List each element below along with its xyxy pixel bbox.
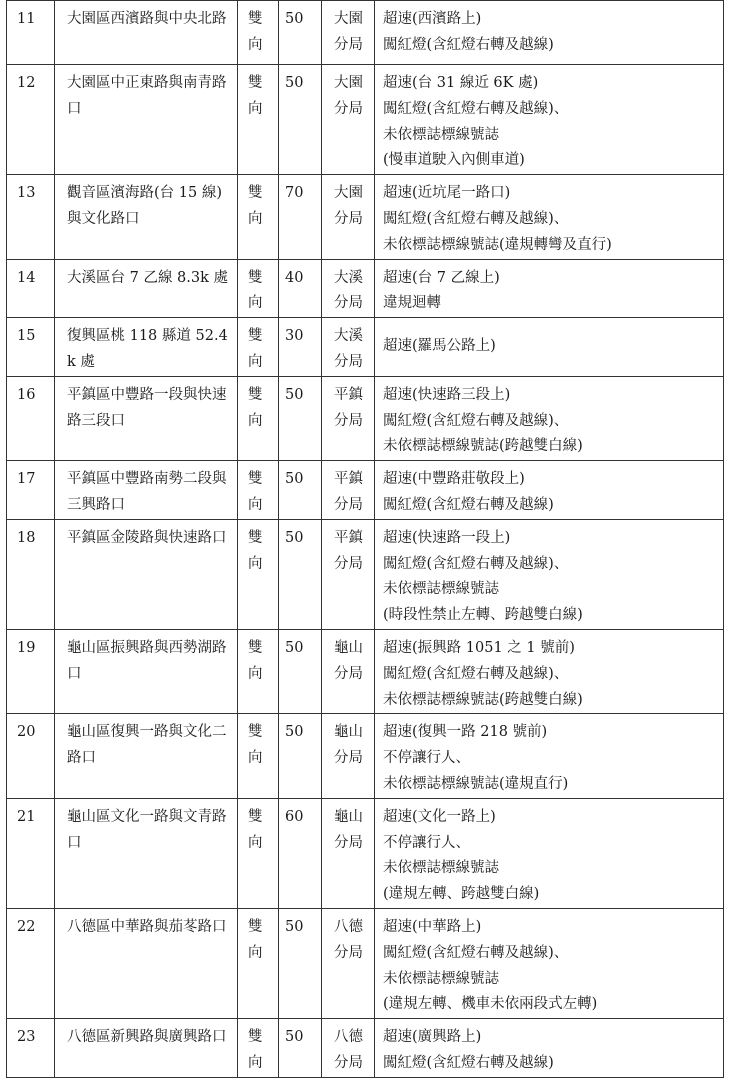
department-cell: 平鎮分局 bbox=[322, 376, 375, 460]
row-number-cell: 11 bbox=[7, 1, 55, 65]
violation-line: 超速(中華路上) bbox=[383, 918, 482, 935]
violations-cell bbox=[375, 714, 724, 798]
department-cell: 大園分局 bbox=[322, 1, 375, 65]
direction-cell: 雙向 bbox=[238, 259, 279, 318]
speed-limit-cell: 30 bbox=[279, 318, 322, 377]
violation-line: 未依標誌標線號誌 bbox=[383, 581, 499, 598]
table-row bbox=[7, 318, 724, 377]
table-row bbox=[7, 798, 724, 908]
direction-cell: 雙向 bbox=[238, 1, 279, 65]
violations-cell bbox=[375, 376, 724, 460]
department-cell: 平鎮分局 bbox=[322, 519, 375, 629]
violation-line: 超速(快速路一段上) bbox=[383, 529, 511, 546]
violations-cell bbox=[375, 629, 724, 713]
location-cell: 大園區西濱路與中央北路 bbox=[55, 1, 238, 65]
violation-line: 闖紅燈(含紅燈右轉及越線) bbox=[383, 1054, 554, 1071]
violation-line: (違規左轉、跨越雙白線) bbox=[383, 886, 540, 903]
violations-cell bbox=[375, 461, 724, 520]
row-number-cell: 15 bbox=[7, 318, 55, 377]
speed-limit-cell: 50 bbox=[279, 65, 322, 175]
violation-line: 未依標誌標線號誌(違規直行) bbox=[383, 775, 569, 792]
violations-cell bbox=[375, 519, 724, 629]
speed-limit-cell: 50 bbox=[279, 908, 322, 1018]
violation-line: 違規迴轉 bbox=[383, 295, 441, 312]
table-body bbox=[7, 1, 724, 1078]
location-cell: 大園區中正東路與南青路口 bbox=[55, 65, 238, 175]
direction-cell: 雙向 bbox=[238, 65, 279, 175]
speed-limit-cell: 50 bbox=[279, 1019, 322, 1078]
department-cell: 龜山分局 bbox=[322, 798, 375, 908]
table-row bbox=[7, 714, 724, 798]
violation-line: 超速(羅馬公路上) bbox=[383, 338, 496, 355]
location-cell: 平鎮區中豐路南勢二段與三興路口 bbox=[55, 461, 238, 520]
department-cell: 龜山分局 bbox=[322, 714, 375, 798]
violation-line: 闖紅燈(含紅燈右轉及越線)、 bbox=[383, 210, 569, 227]
speed-limit-cell: 50 bbox=[279, 714, 322, 798]
violation-line: 未依標誌標線號誌(違規轉彎及直行) bbox=[383, 236, 612, 253]
speed-limit-cell: 50 bbox=[279, 629, 322, 713]
direction-cell: 雙向 bbox=[238, 376, 279, 460]
violation-line: 未依標誌標線號誌 bbox=[383, 860, 499, 877]
violation-line: 未依標誌標線號誌(跨越雙白線) bbox=[383, 438, 583, 455]
department-cell: 大園分局 bbox=[322, 65, 375, 175]
violations-cell bbox=[375, 1019, 724, 1078]
table-row bbox=[7, 1, 724, 65]
location-cell: 大溪區台 7 乙線 8.3k 處 bbox=[55, 259, 238, 318]
row-number-cell: 14 bbox=[7, 259, 55, 318]
row-number-cell: 23 bbox=[7, 1019, 55, 1078]
speed-limit-cell: 70 bbox=[279, 175, 322, 259]
violations-cell bbox=[375, 798, 724, 908]
violation-line: 超速(振興路 1051 之 1 號前) bbox=[383, 639, 575, 656]
speed-limit-cell: 40 bbox=[279, 259, 322, 318]
location-cell: 龜山區振興路與西勢湖路口 bbox=[55, 629, 238, 713]
speed-limit-cell: 50 bbox=[279, 461, 322, 520]
violation-line: 超速(快速路三段上) bbox=[383, 386, 511, 403]
direction-cell: 雙向 bbox=[238, 519, 279, 629]
department-cell: 平鎮分局 bbox=[322, 461, 375, 520]
table-row bbox=[7, 461, 724, 520]
violation-line: 超速(台 31 線近 6K 處) bbox=[383, 75, 539, 91]
violation-line: 超速(近坑尾一路口) bbox=[383, 185, 511, 202]
table-row bbox=[7, 259, 724, 318]
row-number-cell: 22 bbox=[7, 908, 55, 1018]
table-row bbox=[7, 629, 724, 713]
row-number-cell: 13 bbox=[7, 175, 55, 259]
violation-line: 未依標誌標線號誌 bbox=[383, 970, 499, 987]
violation-line: (慢車道駛入內側車道) bbox=[383, 152, 525, 169]
violation-line: 超速(廣興路上) bbox=[383, 1029, 482, 1046]
location-cell: 龜山區文化一路與文青路口 bbox=[55, 798, 238, 908]
row-number-cell: 18 bbox=[7, 519, 55, 629]
violation-line: 闖紅燈(含紅燈右轉及越線)、 bbox=[383, 412, 569, 429]
violations-cell bbox=[375, 65, 724, 175]
department-cell: 八德分局 bbox=[322, 1019, 375, 1078]
violation-line: 闖紅燈(含紅燈右轉及越線) bbox=[383, 496, 554, 513]
violation-line: 未依標誌標線號誌 bbox=[383, 126, 499, 143]
table-row bbox=[7, 1019, 724, 1078]
row-number-cell: 16 bbox=[7, 376, 55, 460]
location-cell: 八德區中華路與茄苳路口 bbox=[55, 908, 238, 1018]
department-cell: 八德分局 bbox=[322, 908, 375, 1018]
direction-cell: 雙向 bbox=[238, 908, 279, 1018]
violation-line: 超速(文化一路上) bbox=[383, 808, 496, 825]
department-cell: 大溪分局 bbox=[322, 318, 375, 377]
row-number-cell: 12 bbox=[7, 65, 55, 175]
violation-line: 超速(復興一路 218 號前) bbox=[383, 724, 548, 741]
table-row bbox=[7, 519, 724, 629]
violation-line: 闖紅燈(含紅燈右轉及越線)、 bbox=[383, 665, 569, 682]
table-row bbox=[7, 65, 724, 175]
violation-line: 不停讓行人、 bbox=[383, 750, 470, 767]
speed-limit-cell: 50 bbox=[279, 1, 322, 65]
department-cell: 大園分局 bbox=[322, 175, 375, 259]
direction-cell: 雙向 bbox=[238, 1019, 279, 1078]
speed-limit-cell: 50 bbox=[279, 376, 322, 460]
row-number-cell: 19 bbox=[7, 629, 55, 713]
violations-cell bbox=[375, 1, 724, 65]
direction-cell: 雙向 bbox=[238, 798, 279, 908]
violations-cell bbox=[375, 175, 724, 259]
location-cell: 觀音區濱海路(台 15 線)與文化路口 bbox=[55, 175, 238, 259]
direction-cell: 雙向 bbox=[238, 714, 279, 798]
location-cell: 平鎮區中豐路一段與快速路三段口 bbox=[55, 376, 238, 460]
enforcement-location-table bbox=[6, 0, 724, 1078]
violation-line: (違規左轉、機車未依兩段式左轉) bbox=[383, 996, 598, 1013]
violation-line: 闖紅燈(含紅燈右轉及越線)、 bbox=[383, 100, 569, 117]
violation-line: 闖紅燈(含紅燈右轉及越線)、 bbox=[383, 944, 569, 961]
table-row bbox=[7, 175, 724, 259]
violation-line: 超速(中豐路莊敬段上) bbox=[383, 471, 525, 488]
violation-line: 闖紅燈(含紅燈右轉及越線)、 bbox=[383, 555, 569, 572]
department-cell: 龜山分局 bbox=[322, 629, 375, 713]
department-cell: 大溪分局 bbox=[322, 259, 375, 318]
violation-line: (時段性禁止左轉、跨越雙白線) bbox=[383, 607, 583, 624]
direction-cell: 雙向 bbox=[238, 629, 279, 713]
violation-line: 闖紅燈(含紅燈右轉及越線) bbox=[383, 36, 554, 53]
direction-cell: 雙向 bbox=[238, 175, 279, 259]
violation-line: 超速(台 7 乙線上) bbox=[383, 269, 500, 286]
direction-cell: 雙向 bbox=[238, 318, 279, 377]
location-cell: 八德區新興路與廣興路口 bbox=[55, 1019, 238, 1078]
table-row bbox=[7, 376, 724, 460]
violations-cell bbox=[375, 908, 724, 1018]
speed-limit-cell: 50 bbox=[279, 519, 322, 629]
location-cell: 復興區桃 118 縣道 52.4k 處 bbox=[55, 318, 238, 377]
violations-cell bbox=[375, 259, 724, 318]
violation-line: 未依標誌標線號誌(跨越雙白線) bbox=[383, 691, 583, 708]
violations-cell bbox=[375, 318, 724, 377]
row-number-cell: 21 bbox=[7, 798, 55, 908]
row-number-cell: 17 bbox=[7, 461, 55, 520]
location-cell: 平鎮區金陵路與快速路口 bbox=[55, 519, 238, 629]
violation-line: 超速(西濱路上) bbox=[383, 11, 482, 27]
row-number-cell: 20 bbox=[7, 714, 55, 798]
violation-line: 不停讓行人、 bbox=[383, 834, 470, 851]
speed-limit-cell: 60 bbox=[279, 798, 322, 908]
location-cell: 龜山區復興一路與文化二路口 bbox=[55, 714, 238, 798]
table-row bbox=[7, 908, 724, 1018]
direction-cell: 雙向 bbox=[238, 461, 279, 520]
